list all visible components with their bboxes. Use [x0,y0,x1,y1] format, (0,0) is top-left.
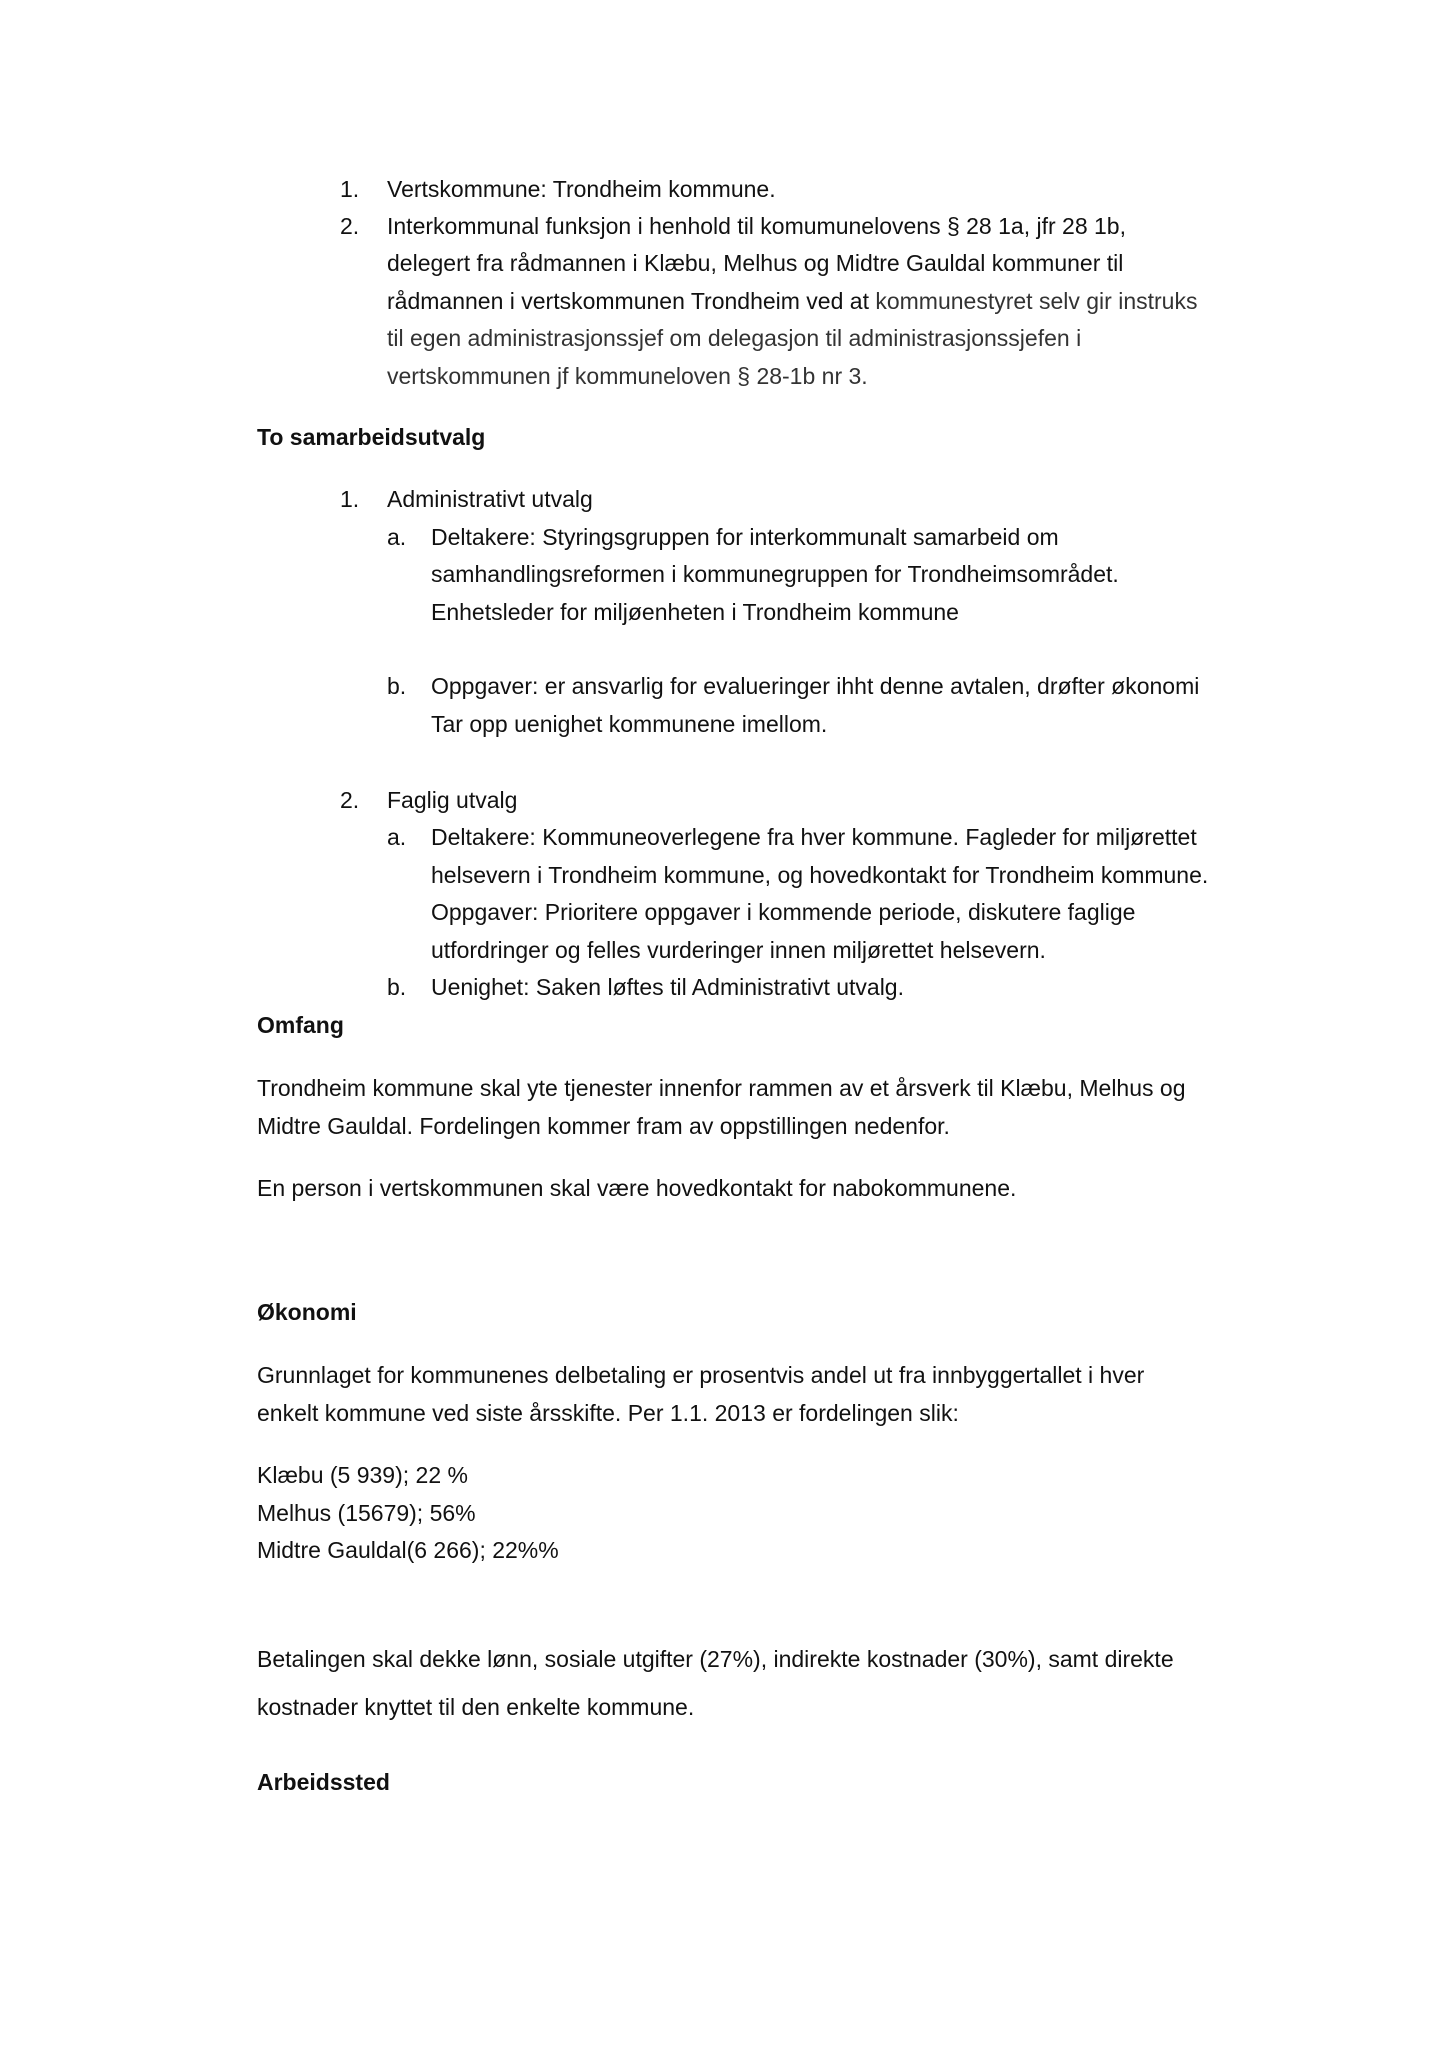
list-item-text: rådmannen i vertskommunen Trondheim ved at kommunestyret selv gir instruks [387,288,1198,314]
section-heading: Økonomi [257,1299,357,1325]
paragraph-line: Midtre Gauldal. Fordelingen kommer fram av oppstillingen nedenfor. [257,1113,950,1139]
sublist-marker: b. [387,974,407,1000]
paragraph-line: Grunnlaget for kommunenes delbetaling er prosentvis andel ut fra innbyggertallet i hver [257,1362,1145,1388]
paragraph-line: kostnader knyttet til den enkelte kommune. [257,1694,695,1720]
list-marker: 1. [340,176,360,202]
sublist-marker: a. [387,824,407,850]
section-heading: To samarbeidsutvalg [257,424,486,450]
sublist-item-text: Oppgaver: Prioritere oppgaver i kommende periode, diskutere faglige [431,899,1136,925]
list-item-title: Administrativt utvalg [387,486,593,512]
paragraph-line: Trondheim kommune skal yte tjenester innenfor rammen av et årsverk til Klæbu, Melhus og [257,1075,1186,1101]
paragraph-line: enkelt kommune ved siste årsskifte. Per 1.1. 2013 er fordelingen slik: [257,1400,959,1426]
sublist-marker: b. [387,673,407,699]
list-item-text: Vertskommune: Trondheim kommune. [387,176,776,202]
sublist-item-text: samhandlingsreformen i kommunegruppen for Trondheimsområdet. [431,561,1119,587]
list-marker: 2. [340,787,360,813]
distribution-line: Midtre Gauldal(6 266); 22%% [257,1537,559,1563]
list-item-text: delegert fra rådmannen i Klæbu, Melhus og Midtre Gauldal kommuner til [387,250,1124,276]
list-marker: 2. [340,213,360,239]
list-item-title: Faglig utvalg [387,787,518,813]
sublist-item-text: Enhetsleder for miljøenheten i Trondheim kommune [431,599,959,625]
section-heading: Arbeidssted [257,1769,390,1795]
distribution-line: Melhus (15679); 56% [257,1500,476,1526]
distribution-line: Klæbu (5 939); 22 % [257,1462,468,1488]
sublist-item-text: Oppgaver: er ansvarlig for evalueringer ihht denne avtalen, drøfter økonomi [431,673,1200,699]
sublist-item-text: Deltakere: Kommuneoverlegene fra hver kommune. Fagleder for miljørettet [431,824,1197,850]
sublist-item-text: utfordringer og felles vurderinger innen miljørettet helsevern. [431,937,1046,963]
sublist-marker: a. [387,524,407,550]
list-item-text: vertskommunen jf kommuneloven § 28-1b nr 3. [387,363,868,389]
list-item-text: Interkommunal funksjon i henhold til komumunelovens § 28 1a, jfr 28 1b, [387,213,1126,239]
paragraph-line: Betalingen skal dekke lønn, sosiale utgifter (27%), indirekte kostnader (30%), samt direkte [257,1646,1174,1672]
sublist-item-text: Uenighet: Saken løftes til Administrativt utvalg. [431,974,904,1000]
list-marker: 1. [340,486,360,512]
sublist-item-text: helsevern i Trondheim kommune, og hovedkontakt for Trondheim kommune. [431,862,1209,888]
list-item-text: til egen administrasjonssjef om delegasjon til administrasjonssjefen i [387,325,1082,351]
sublist-item-text: Deltakere: Styringsgruppen for interkommunalt samarbeid om [431,524,1059,550]
section-heading: Omfang [257,1012,344,1038]
paragraph-line: En person i vertskommunen skal være hovedkontakt for nabokommunene. [257,1175,1017,1201]
sublist-item-text: Tar opp uenighet kommunene imellom. [431,711,828,737]
